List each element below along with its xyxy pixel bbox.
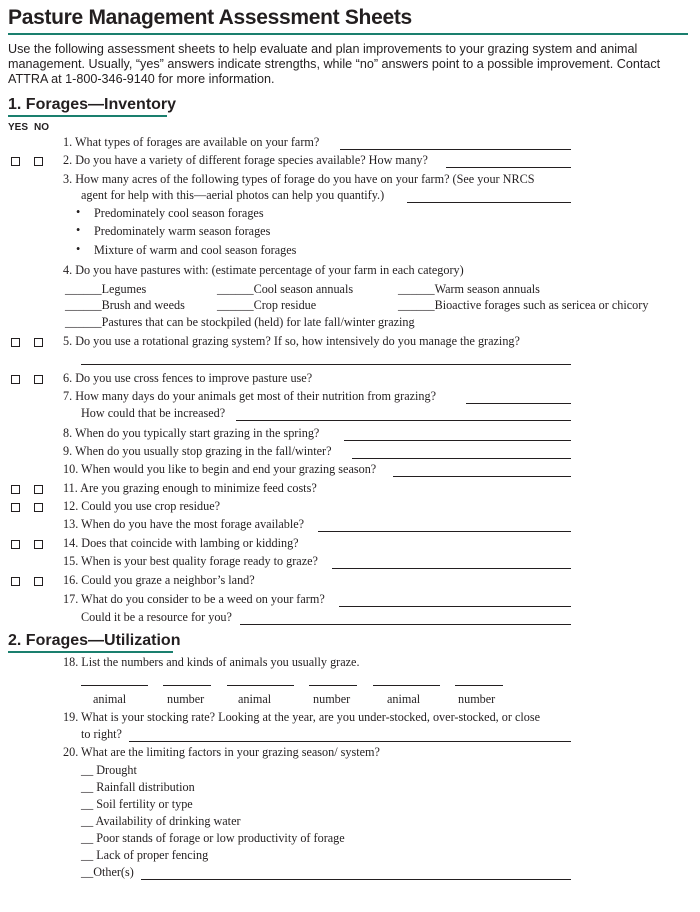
question-7-cont: How could that be increased? <box>81 406 226 420</box>
section2-rule <box>8 651 173 653</box>
question-18: 18. List the numbers and kinds of animals you usually graze. <box>63 655 360 669</box>
yes-checkbox-q12[interactable] <box>11 503 20 512</box>
factor-item: __ Soil fertility or type <box>81 797 193 811</box>
no-column-label: NO <box>34 122 49 133</box>
column-label: number <box>167 692 205 706</box>
factor-item: __ Availability of drinking water <box>81 814 241 828</box>
question-20: 20. What are the limiting factors in your grazing season/ system? <box>63 745 380 759</box>
title-rule <box>8 33 688 35</box>
answer-line-q19[interactable] <box>129 741 571 742</box>
column-label: number <box>313 692 351 706</box>
yes-column-label: YES <box>8 122 29 133</box>
answer-line-q17[interactable] <box>339 606 571 607</box>
question-3: 3. How many acres of the following types of forage do you have on your farm? (See your NRCS <box>63 172 535 186</box>
question-14: 14. Does that coincide with lambing or kidding? <box>63 536 299 550</box>
yes-checkbox-q6[interactable] <box>11 375 20 384</box>
answer-line-q3[interactable] <box>407 202 571 203</box>
yes-checkbox-q11[interactable] <box>11 485 20 494</box>
yes-checkbox-q5[interactable] <box>11 338 20 347</box>
answer-line-q15[interactable] <box>332 568 571 569</box>
answer-line-animal[interactable] <box>81 685 148 686</box>
answer-line-q9[interactable] <box>352 458 571 459</box>
question-4: 4. Do you have pastures with: (estimate percentage of your farm in each category) <box>63 263 464 277</box>
factor-item: __ Rainfall distribution <box>81 780 195 794</box>
category-item: ______Crop residue <box>217 298 317 312</box>
no-checkbox-q14[interactable] <box>34 540 43 549</box>
answer-line-q10[interactable] <box>393 476 571 477</box>
category-item: ______Bioactive forages such as sericea or chicory <box>398 298 649 312</box>
no-checkbox-q6[interactable] <box>34 375 43 384</box>
bullet-icon: • <box>76 242 81 256</box>
intro-paragraph: Use the following assessment sheets to help evaluate and plan improvements to your grazing system and animal management. Usually, “yes” answers indicate strengths, while “no” answers point to a possible improvement. Contact ATTRA at 1-800-346-9140 for more information. <box>8 42 661 86</box>
category-item: ______Cool season annuals <box>217 282 354 296</box>
no-checkbox-q11[interactable] <box>34 485 43 494</box>
yes-checkbox-q2[interactable] <box>11 157 20 166</box>
answer-line-q1[interactable] <box>340 149 571 150</box>
question-9: 9. When do you usually stop grazing in the fall/winter? <box>63 444 332 458</box>
category-item: ______Warm season annuals <box>398 282 540 296</box>
yes-checkbox-q16[interactable] <box>11 577 20 586</box>
page-title: Pasture Management Assessment Sheets <box>8 6 412 29</box>
question-19-cont: to right? <box>81 727 122 741</box>
answer-line-q17b[interactable] <box>240 624 571 625</box>
question-15: 15. When is your best quality forage ready to graze? <box>63 554 318 568</box>
column-label: animal <box>93 692 127 706</box>
bullet-item: Predominately cool season forages <box>94 206 264 220</box>
section1-rule <box>8 115 167 117</box>
column-label: animal <box>238 692 272 706</box>
question-10: 10. When would you like to begin and end your grazing season? <box>63 462 377 476</box>
bullet-icon: • <box>76 205 81 219</box>
question-3-cont: agent for help with this—aerial photos can help you quantify.) <box>81 188 385 202</box>
factor-item: __ Poor stands of forage or low productivity of forage <box>81 831 345 845</box>
question-16: 16. Could you graze a neighbor’s land? <box>63 573 255 587</box>
bullet-item: Predominately warm season forages <box>94 224 271 238</box>
answer-line-q7b[interactable] <box>236 420 571 421</box>
answer-line-number[interactable] <box>163 685 211 686</box>
section2-heading: 2. Forages—Utilization <box>8 632 181 649</box>
question-12: 12. Could you use crop residue? <box>63 499 221 513</box>
category-item: ______Legumes <box>65 282 147 296</box>
no-checkbox-q12[interactable] <box>34 503 43 512</box>
question-5: 5. Do you use a rotational grazing system? If so, how intensively do you manage the grazing? <box>63 334 520 348</box>
answer-line-animal[interactable] <box>227 685 294 686</box>
answer-line-q5[interactable] <box>81 364 571 365</box>
question-17: 17. What do you consider to be a weed on your farm? <box>63 592 325 606</box>
category-item: ______Pastures that can be stockpiled (held) for late fall/winter grazing <box>65 315 415 329</box>
category-item: ______Brush and weeds <box>65 298 185 312</box>
answer-line-q7[interactable] <box>466 403 571 404</box>
answer-line-q13[interactable] <box>318 531 571 532</box>
question-7: 7. How many days do your animals get most of their nutrition from grazing? <box>63 389 436 403</box>
question-6: 6. Do you use cross fences to improve pasture use? <box>63 371 313 385</box>
answer-line-number[interactable] <box>455 685 503 686</box>
column-label: animal <box>387 692 421 706</box>
question-19: 19. What is your stocking rate? Looking at the year, are you under-stocked, over-stocked, or close <box>63 710 541 724</box>
section1-heading: 1. Forages—Inventory <box>8 96 177 113</box>
bullet-icon: • <box>76 223 81 237</box>
question-11: 11. Are you grazing enough to minimize feed costs? <box>63 481 317 495</box>
answer-line-q2[interactable] <box>446 167 571 168</box>
no-checkbox-q16[interactable] <box>34 577 43 586</box>
answer-line-others[interactable] <box>141 879 571 880</box>
no-checkbox-q5[interactable] <box>34 338 43 347</box>
yes-checkbox-q14[interactable] <box>11 540 20 549</box>
answer-line-q8[interactable] <box>344 440 571 441</box>
bullet-item: Mixture of warm and cool season forages <box>94 243 297 257</box>
question-17-cont: Could it be a resource for you? <box>81 610 232 624</box>
factor-item: __ Lack of proper fencing <box>81 848 209 862</box>
question-8: 8. When do you typically start grazing in the spring? <box>63 426 320 440</box>
factor-item: __ Drought <box>81 763 137 777</box>
factor-item: __Other(s) <box>81 865 134 879</box>
column-label: number <box>458 692 496 706</box>
question-1: 1. What types of forages are available on your farm? <box>63 135 320 149</box>
answer-line-number[interactable] <box>309 685 357 686</box>
no-checkbox-q2[interactable] <box>34 157 43 166</box>
answer-line-animal[interactable] <box>373 685 440 686</box>
question-13: 13. When do you have the most forage available? <box>63 517 305 531</box>
question-2: 2. Do you have a variety of different forage species available? How many? <box>63 153 428 167</box>
